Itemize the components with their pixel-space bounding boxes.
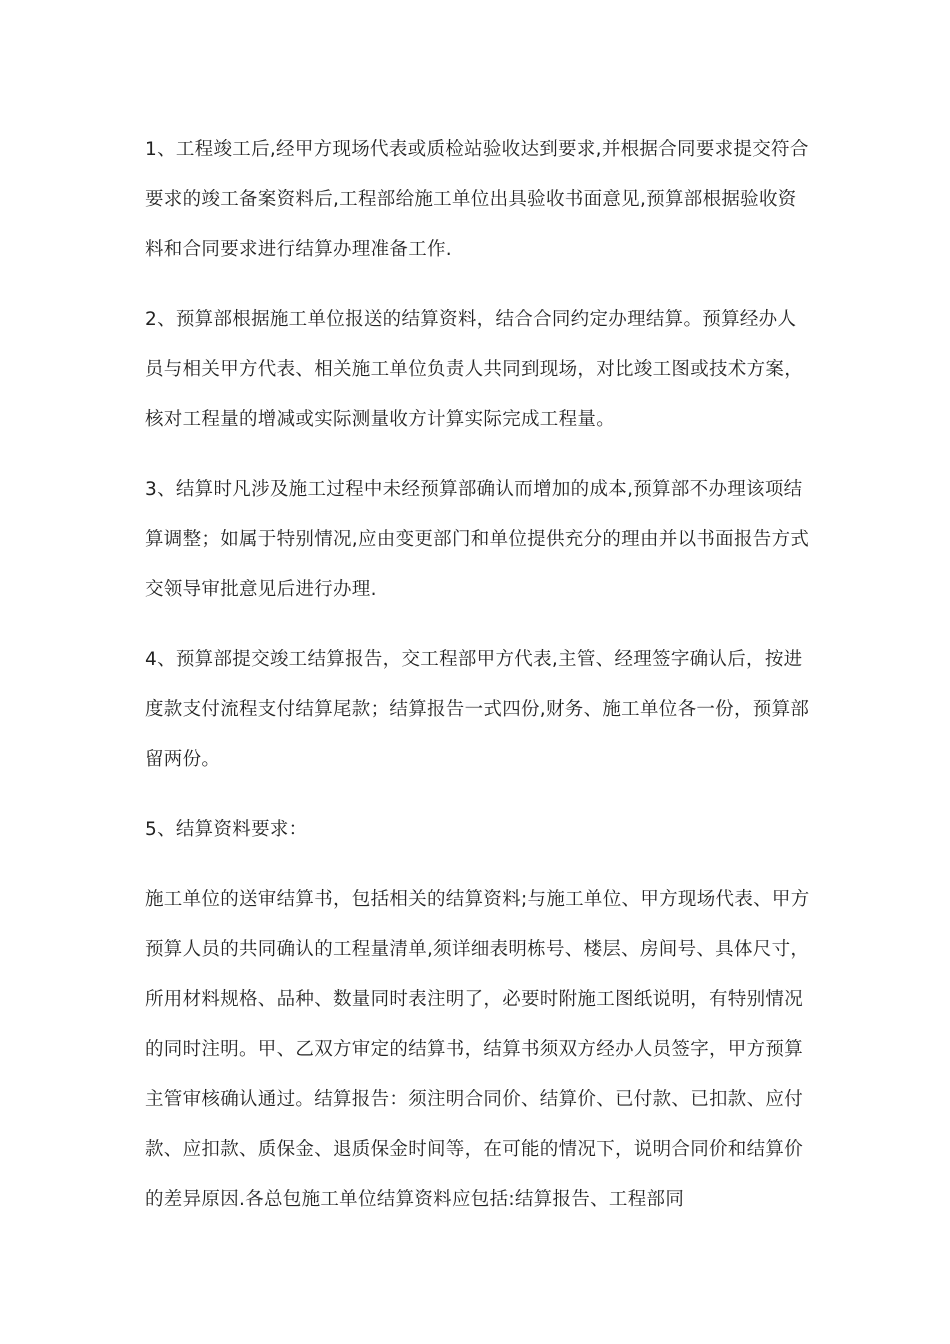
document-body — [145, 125, 810, 1245]
paragraph-5-heading: 5、结算资料要求： — [145, 819, 308, 840]
paragraph-4: 4、预算部提交竣工结算报告，交工程部甲方代表,主管、经理签字确认后，按进度款支付流程支付结算尾款；结算报告一式四份,财务、施工单位各一份，预算部留两份。 — [145, 649, 810, 770]
paragraph-2: 2、预算部根据施工单位报送的结算资料，结合合同约定办理结算。预算经办人员与相关甲方代表、相关施工单位负责人共同到现场，对比竣工图或技术方案，核对工程量的增减或实际测量收方计算实际完成工程量。 — [145, 309, 804, 430]
paragraph-1: 1、工程竣工后,经甲方现场代表或质检站验收达到要求,并根据合同要求提交符合要求的竣工备案资料后,工程部给施工单位出具验收书面意见,预算部根据验收资料和合同要求进行结算办理准备工作. — [145, 139, 809, 260]
paragraph-6: 施工单位的送审结算书，包括相关的结算资料;与施工单位、甲方现场代表、甲方预算人员的共同确认的工程量清单,须详细表明栋号、楼层、房间号、具体尺寸，所用材料规格、品种、数量同时表注明了，必要时附施工图纸说明，有特别情况的同时注明。甲、乙双方审定的结算书，结算书须双方经办人员签字，甲方预算主管审核确认通过。结算报告：须注明合同价、结算价、已付款、已扣款、应付款、应扣款、质保金、退质保金时间等，在可能的情况下，说明合同价和结算价的差异原因.各总包施工单位结算资料应包括:结算报告、工程部同 — [145, 889, 810, 1210]
paragraph-3: 3、结算时凡涉及施工过程中未经预算部确认而增加的成本,预算部不办理该项结算调整；如属于特别情况,应由变更部门和单位提供充分的理由并以书面报告方式交领导审批意见后进行办理. — [145, 479, 810, 600]
